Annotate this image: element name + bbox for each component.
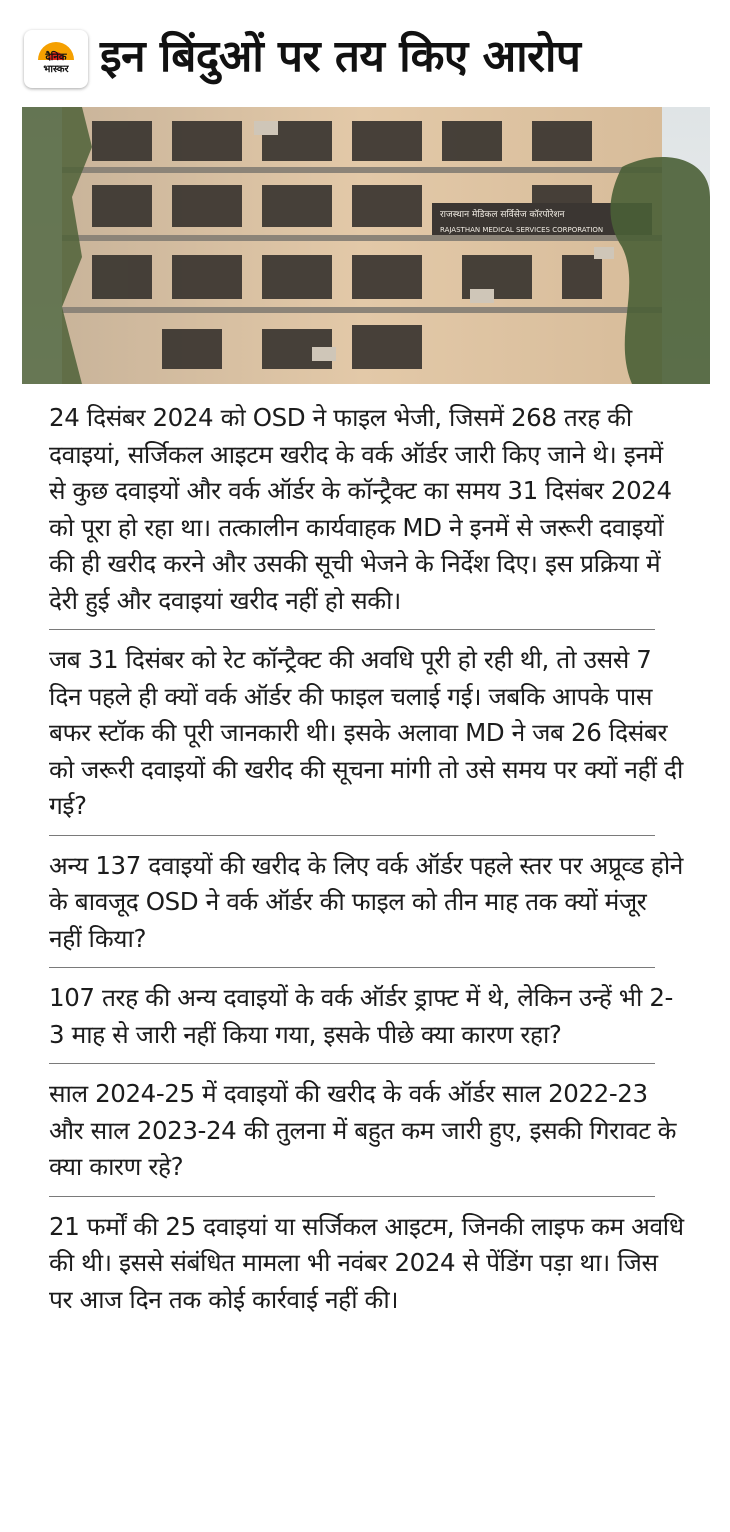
sign-english: RAJASTHAN MEDICAL SERVICES CORPORATION	[440, 226, 604, 234]
logo-text-line2: भास्कर	[43, 64, 69, 75]
building-image	[22, 107, 710, 384]
divider	[49, 1063, 655, 1064]
divider	[49, 629, 655, 630]
headline: इन बिंदुओं पर तय किए आरोप	[100, 31, 581, 82]
charge-paragraph-2: जब 31 दिसंबर को रेट कॉन्ट्रैक्ट की अवधि पूरी हो रही थी, तो उससे 7 दिन पहले ही क्यों वर्क ऑर्डर की फाइल चलाई गई। जबकि आपके पास बफर स्टॉक की पूरी जानकारी थी। इसके अलावा MD ने जब 26 दिसंबर को जरूरी दवाइयों की खरीद की सूचना मांगी तो उसे समय पर क्यों नहीं दी गई?	[49, 645, 683, 820]
charge-paragraph-5: साल 2024-25 में दवाइयों की खरीद के वर्क ऑर्डर साल 2022-23 और साल 2023-24 की तुलना में बहुत कम जारी हुए, इसकी गिरावट के क्या कारण रहे?	[49, 1079, 677, 1181]
building-photo	[22, 107, 710, 384]
divider	[49, 835, 655, 836]
divider	[49, 967, 655, 968]
charge-paragraph-1: 24 दिसंबर 2024 को OSD ने फाइल भेजी, जिसमें 268 तरह की दवाइयां, सर्जिकल आइटम खरीद के वर्क ऑर्डर जारी किए जाने थे। इनमें से कुछ दवाइयों और वर्क ऑर्डर के कॉन्ट्रैक्ट का समय 31 दिसंबर 2024 को पूरा हो रहा था। तत्कालीन कार्यवाहक MD ने इनमें से जरूरी दवाइयों की ही खरीद करने और उसकी सूची भेजने के निर्देश दिए। इस प्रक्रिया में देरी हुई और दवाइयां खरीद नहीं हो सकी।	[49, 403, 672, 615]
charge-paragraph-4: 107 तरह की अन्य दवाइयों के वर्क ऑर्डर ड्राफ्ट में थे, लेकिन उन्हें भी 2-3 माह से जारी नहीं किया गया, इसके पीछे क्या कारण रहा?	[49, 983, 673, 1049]
sign-hindi: राजस्थान मेडिकल सर्विसेज कॉरपोरेशन	[440, 210, 565, 220]
header	[0, 0, 730, 100]
article-body	[49, 400, 685, 1328]
charge-paragraph-6: 21 फर्मों की 25 दवाइयां या सर्जिकल आइटम, जिनकी लाइफ कम अवधि की थी। इससे संबंधित मामला भी नवंबर 2024 से पेंडिंग पड़ा था। जिस पर आज दिन तक कोई कार्रवाई नहीं की।	[49, 1211, 684, 1314]
dainik-bhaskar-logo	[24, 30, 88, 88]
charge-paragraph-3: अन्य 137 दवाइयों की खरीद के लिए वर्क ऑर्डर पहले स्तर पर अप्रूव्ड होने के बावजूद OSD ने वर्क ऑर्डर की फाइल को तीन माह तक क्यों मंजूर नहीं किया?	[49, 850, 683, 953]
divider	[49, 1196, 655, 1197]
logo-text-line1: दैनिक	[45, 52, 67, 63]
